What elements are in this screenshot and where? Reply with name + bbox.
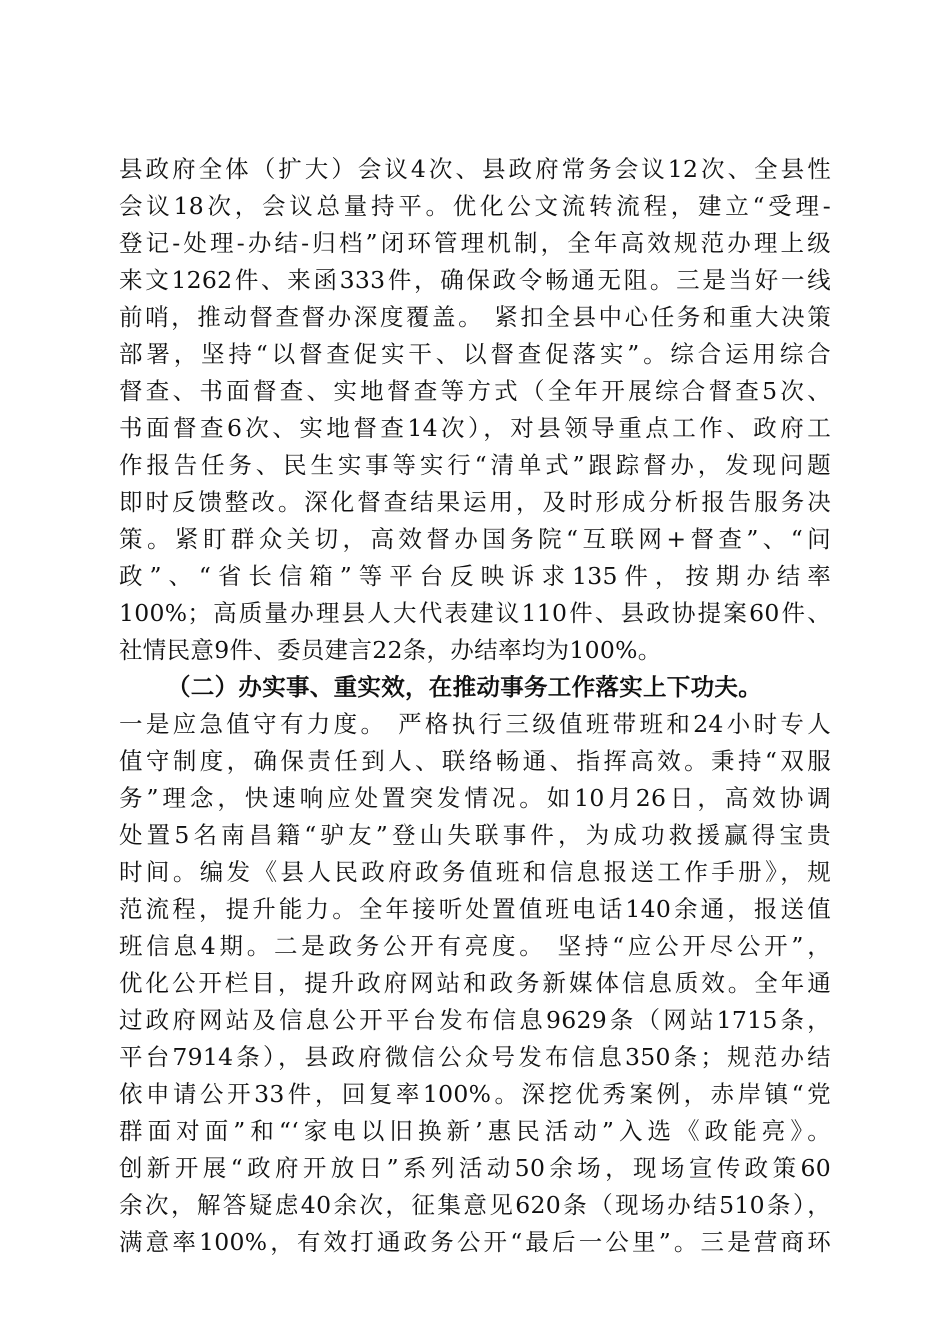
text-line-21: 范流程，提升能力。全年接听处置值班电话140余通，报送值 bbox=[119, 895, 831, 923]
text-line-29: 余次，解答疑虑40余次，征集意见620条（现场办结510条）， bbox=[119, 1191, 831, 1219]
text-line-10: 即时反馈整改。深化督查结果运用，及时形成分析报告服务决 bbox=[119, 488, 831, 516]
text-line-8: 书面督查6次、实地督查14次），对县领导重点工作、政府工 bbox=[119, 414, 831, 442]
text-line-24: 过政府网站及信息公开平台发布信息9629条（网站1715条， bbox=[119, 1006, 831, 1034]
text-line-17: 值守制度，确保责任到人、联络畅通、指挥高效。秉持“双服 bbox=[119, 747, 831, 775]
text-line-5: 前哨，推动督查督办深度覆盖。 紧扣全县中心任务和重大决策 bbox=[119, 303, 831, 331]
text-line-6: 部署，坚持“以督查促实干、以督查促落实”。综合运用综合 bbox=[119, 340, 831, 368]
text-line-16: 一是应急值守有力度。 严格执行三级值班带班和24小时专人 bbox=[119, 710, 831, 738]
text-line-7: 督查、书面督查、实地督查等方式（全年开展综合督查5次、 bbox=[119, 377, 831, 405]
text-line-2: 会议18次，会议总量持平。优化公文流转流程，建立“受理- bbox=[119, 192, 831, 220]
text-line-23: 优化公开栏目，提升政府网站和政务新媒体信息质效。全年通 bbox=[119, 969, 831, 997]
text-line-13: 100%；高质量办理县人大代表建议110件、县政协提案60件、 bbox=[119, 599, 831, 627]
text-line-12: 政”、“省长信箱”等平台反映诉求135件，按期办结率 bbox=[119, 562, 831, 590]
text-line-14: 社情民意9件、委员建言22条，办结率均为100%。 bbox=[119, 636, 662, 664]
text-line-1: 县政府全体（扩大）会议4次、县政府常务会议12次、全县性 bbox=[119, 155, 831, 183]
text-line-19: 处置5名南昌籍“驴友”登山失联事件，为成功救援赢得宝贵 bbox=[119, 821, 831, 849]
text-line-27: 群面对面”和“‘家电以旧换新’惠民活动”入选《政能亮》。 bbox=[119, 1117, 831, 1145]
text-line-22: 班信息4期。二是政务公开有亮度。 坚持“应公开尽公开”， bbox=[119, 932, 831, 960]
body-text bbox=[119, 151, 831, 1261]
text-line-28: 创新开展“政府开放日”系列活动50余场，现场宣传政策60 bbox=[119, 1154, 831, 1182]
text-line-9: 作报告任务、民生实事等实行“清单式”跟踪督办，发现问题 bbox=[119, 451, 831, 479]
text-line-26: 依申请公开33件，回复率100%。深挖优秀案例，赤岸镇“党 bbox=[119, 1080, 831, 1108]
text-line-11: 策。紧盯群众关切，高效督办国务院“互联网+督查”、“问 bbox=[119, 525, 831, 553]
text-line-30: 满意率100%，有效打通政务公开“最后一公里”。三是营商环 bbox=[119, 1228, 831, 1256]
text-line-4: 来文1262件、来函333件，确保政令畅通无阻。三是当好一线 bbox=[119, 266, 831, 294]
text-line-25: 平台7914条），县政府微信公众号发布信息350条；规范办结 bbox=[119, 1043, 831, 1071]
text-line-20: 时间。编发《县人民政府政务值班和信息报送工作手册》，规 bbox=[119, 858, 831, 886]
text-line-18: 务”理念，快速响应处置突发情况。如10月26日，高效协调 bbox=[119, 784, 831, 812]
section-heading: （二）办实事、重实效，在推动事务工作落实上下功夫。 bbox=[167, 673, 762, 701]
text-line-3: 登记-处理-办结-归档”闭环管理机制，全年高效规范办理上级 bbox=[119, 229, 831, 257]
